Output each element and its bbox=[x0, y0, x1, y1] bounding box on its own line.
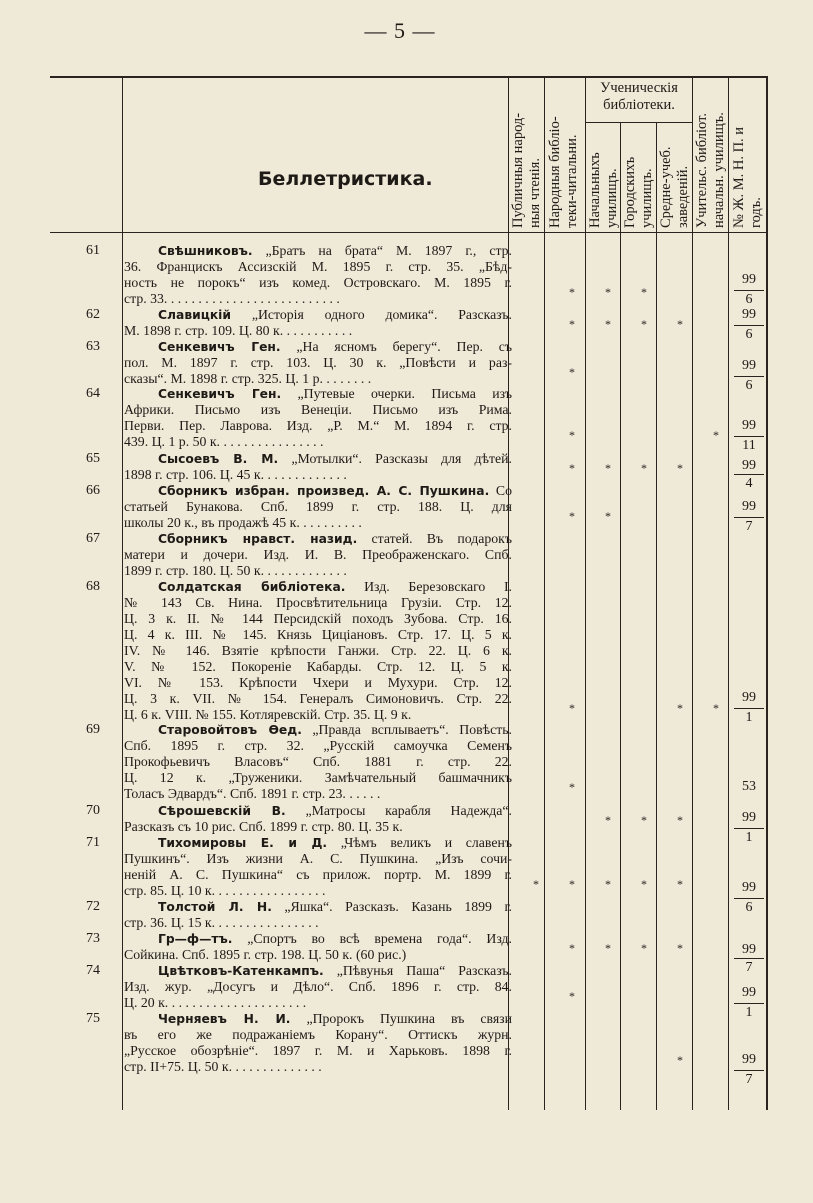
entry-line: V. № 152. Покореніе Кабарды. Стр. 12. Ц. 5 к. bbox=[124, 659, 512, 674]
header-teacher-libraries: Учительс. библіот. начальн. училищъ. bbox=[694, 112, 727, 228]
header-city-schools: Городскихъ училищъ. bbox=[622, 156, 655, 228]
entry-author: Сборникъ избран. произвед. А. С. Пушкина. bbox=[158, 484, 490, 498]
col5-rule bbox=[656, 122, 657, 1110]
journal-separator bbox=[734, 1070, 764, 1071]
header-secondary-schools: Средне-учеб. заведеній. bbox=[658, 146, 691, 228]
entry-line bbox=[124, 483, 512, 499]
entry-number: 68 bbox=[86, 579, 100, 594]
header-bottom-rule bbox=[50, 232, 768, 233]
journal-number: 6 bbox=[745, 327, 753, 342]
entry-number: 74 bbox=[86, 963, 100, 978]
entry-line: стр. 36. Ц. 15 к. . . . . . . . . . . . . . . . bbox=[124, 915, 319, 930]
entry bbox=[124, 531, 512, 579]
entry-text: „На ясномъ берегу“. Пер. съ bbox=[280, 339, 512, 354]
availability-mark: * bbox=[569, 461, 575, 475]
availability-mark: * bbox=[641, 813, 647, 827]
availability-mark: * bbox=[677, 941, 683, 955]
entry-number: 71 bbox=[86, 835, 100, 850]
entry-line: „Русское обозрѣніе“. 1897 г. М. и Харьковъ. 1898 г. bbox=[124, 1043, 512, 1058]
entry bbox=[124, 483, 512, 531]
entry-author: Сенкевичъ Ген. bbox=[158, 340, 281, 354]
group-header-rule bbox=[585, 122, 692, 123]
entry-text: „Чѣмъ великъ и славенъ bbox=[327, 835, 512, 850]
entry bbox=[124, 579, 512, 723]
availability-mark: * bbox=[641, 461, 647, 475]
availability-mark: * bbox=[713, 701, 719, 715]
header-student-libraries: Ученическія библіотеки. bbox=[600, 80, 678, 113]
entry-line: Ц. 12 к. „Труженики. Замѣчательный башмачникъ bbox=[124, 770, 512, 785]
journal-separator bbox=[734, 898, 764, 899]
entry-line: IV. № 146. Взятіе крѣпости Ганжи. Стр. 22. Ц. 6 к. bbox=[124, 643, 512, 658]
entry-text: „Братъ на брата“ М. 1897 г., стр. bbox=[252, 243, 512, 258]
journal-number: 99 bbox=[742, 499, 756, 514]
journal-separator bbox=[734, 517, 764, 518]
entry-line: Перви. Пер. Лаврова. Изд. „Р. М.“ М. 1894 г. стр. bbox=[124, 418, 512, 433]
page-number: — 5 — bbox=[364, 18, 436, 43]
entry-line bbox=[124, 243, 512, 259]
entry-text: „Яшка“. Разсказъ. Казань 1899 г. bbox=[271, 899, 512, 914]
entry-line bbox=[124, 451, 512, 467]
entry-line: въ его же подражаніемъ Корану“. Оттискъ журн. bbox=[124, 1027, 512, 1042]
entry-author: Тихомировы Е. и Д. bbox=[158, 836, 328, 850]
journal-separator bbox=[734, 376, 764, 377]
entry-text: „Путевые очерки. Письма изъ bbox=[281, 386, 512, 401]
journal-separator bbox=[734, 958, 764, 959]
availability-mark: * bbox=[677, 1053, 683, 1067]
header-people-libraries: Народныя библіо- теки-читальни. bbox=[547, 116, 580, 228]
journal-number: 99 bbox=[742, 942, 756, 957]
entry-line: стр. II+75. Ц. 50 к. . . . . . . . . . . . . . bbox=[124, 1059, 322, 1074]
col7-rule bbox=[728, 76, 729, 1110]
left-rule bbox=[122, 76, 123, 1110]
entry-text: „Матросы карабля Надежда“. bbox=[285, 803, 512, 818]
col4-rule bbox=[620, 122, 621, 1110]
entry bbox=[124, 386, 512, 450]
journal-separator bbox=[734, 828, 764, 829]
entry-text: „Мотылки“. Разсказы для дѣтей. bbox=[278, 451, 512, 466]
table-top-rule bbox=[50, 76, 768, 78]
journal-separator bbox=[734, 290, 764, 291]
entry-line: М. 1898 г. стр. 109. Ц. 80 к. . . . . . . . . . . bbox=[124, 323, 353, 338]
availability-mark: * bbox=[677, 317, 683, 331]
entry-line bbox=[124, 963, 512, 979]
entry-line: стр. 33. . . . . . . . . . . . . . . . . . . . . . . . . . bbox=[124, 291, 340, 306]
entry-text: „Пѣвунья Паша“ Разсказъ. bbox=[323, 963, 512, 978]
entry bbox=[124, 1011, 512, 1075]
entry-text: „Пророкъ Пушкина въ связи bbox=[290, 1011, 512, 1026]
entry-author: Сысоевъ В. М. bbox=[158, 452, 279, 466]
entry-line: школы 20 к., въ продажѣ 45 к. . . . . . . . . . bbox=[124, 515, 362, 530]
entry-line: статьей Бунакова. Спб. 1899 г. стр. 188. Ц. для bbox=[124, 499, 512, 514]
availability-mark: * bbox=[713, 428, 719, 442]
entry-text: Со bbox=[489, 483, 512, 498]
entry-number: 75 bbox=[86, 1011, 100, 1026]
entry-number: 72 bbox=[86, 899, 100, 914]
journal-number: 53 bbox=[742, 779, 756, 794]
journal-separator bbox=[734, 474, 764, 475]
journal-number: 99 bbox=[742, 810, 756, 825]
entry-line bbox=[124, 722, 512, 738]
entry-line bbox=[124, 899, 512, 915]
availability-mark: * bbox=[605, 285, 611, 299]
entry-number: 63 bbox=[86, 339, 100, 354]
journal-number: 7 bbox=[745, 519, 753, 534]
entry-line bbox=[124, 531, 512, 547]
journal-number: 11 bbox=[742, 438, 756, 453]
entry-line: Прокофьевичъ Власовъ“ Спб. 1881 г. стр. 22. bbox=[124, 754, 512, 769]
entry-author: Цвѣтковъ-Катенкампъ. bbox=[158, 964, 324, 978]
entry bbox=[124, 963, 512, 1011]
entry-line bbox=[124, 1011, 512, 1027]
journal-number: 99 bbox=[742, 358, 756, 373]
entry-author: Старовойтовъ Ѳед. bbox=[158, 723, 302, 737]
journal-separator bbox=[734, 436, 764, 437]
entry-line: Ц. 4 к. III. № 145. Князь Циціановъ. Стр. 17. Ц. 5 к. bbox=[124, 627, 512, 642]
entry-line bbox=[124, 339, 512, 355]
entry-author: Толстой Л. Н. bbox=[158, 900, 272, 914]
availability-mark: * bbox=[569, 989, 575, 1003]
entry bbox=[124, 803, 512, 835]
journal-number: 99 bbox=[742, 307, 756, 322]
journal-number: 6 bbox=[745, 378, 753, 393]
availability-mark: * bbox=[569, 941, 575, 955]
entry bbox=[124, 899, 512, 931]
entry-line: Изд. жур. „Досугъ и Дѣло“. Спб. 1896 г. стр. 84. bbox=[124, 979, 512, 994]
col6-rule bbox=[692, 76, 693, 1110]
entry-author: Сѣрошевскій В. bbox=[158, 804, 286, 818]
entry-number: 61 bbox=[86, 243, 100, 258]
entry-line: Толасъ Эдвардъ“. Спб. 1891 г. стр. 23. . . . . . bbox=[124, 786, 381, 801]
entry-line: ность не порокъ“ изъ комед. Островскаго. М. 1895 г. bbox=[124, 275, 512, 290]
col3-rule bbox=[585, 76, 586, 1110]
journal-number: 99 bbox=[742, 690, 756, 705]
journal-number: 7 bbox=[745, 960, 753, 975]
entry-text: Изд. Березовскаго І. bbox=[345, 579, 512, 594]
entry bbox=[124, 722, 512, 802]
journal-number: 1 bbox=[745, 830, 753, 845]
availability-mark: * bbox=[533, 877, 539, 891]
availability-mark: * bbox=[641, 285, 647, 299]
entry-line: 36. Францискъ Ассизскій М. 1895 г. стр. 35. „Бѣд- bbox=[124, 259, 512, 274]
entry-line bbox=[124, 931, 512, 947]
entry-number: 73 bbox=[86, 931, 100, 946]
journal-number: 1 bbox=[745, 710, 753, 725]
entry-text: „Исторія одного домика“. Разсказъ. bbox=[231, 307, 512, 322]
entry-line: Ц. 20 к. . . . . . . . . . . . . . . . . . . . . bbox=[124, 995, 307, 1010]
entry-line: Африки. Письмо изъ Венеціи. Письмо изъ Рима. bbox=[124, 402, 512, 417]
journal-number: 6 bbox=[745, 292, 753, 307]
entry-line: Сойкина. Спб. 1895 г. стр. 198. Ц. 50 к. (60 рис.) bbox=[124, 947, 407, 962]
entry-text: статей. Въ подарокъ bbox=[357, 531, 512, 546]
journal-number: 99 bbox=[742, 418, 756, 433]
entry-line bbox=[124, 835, 512, 851]
entry-author: Солдатская библіотека. bbox=[158, 580, 346, 594]
entry-line: матери и дочери. Изд. И. В. Преображенскаго. Спб. bbox=[124, 547, 512, 562]
journal-number: 99 bbox=[742, 458, 756, 473]
availability-mark: * bbox=[569, 509, 575, 523]
entry-text: „Спортъ во всѣ времена года“. Изд. bbox=[232, 931, 512, 946]
availability-mark: * bbox=[605, 877, 611, 891]
entry-line: VI. № 153. Крѣпости Чхери и Мухури. Стр. 12. bbox=[124, 675, 512, 690]
entry bbox=[124, 339, 512, 387]
journal-number: 7 bbox=[745, 1072, 753, 1087]
availability-mark: * bbox=[641, 941, 647, 955]
availability-mark: * bbox=[605, 317, 611, 331]
journal-number: 99 bbox=[742, 985, 756, 1000]
entry-line: Спб. 1895 г. стр. 32. „Русскій самоучка Семенъ bbox=[124, 738, 512, 753]
entry-author: Свѣшниковъ. bbox=[158, 244, 253, 258]
entry-line: Разсказъ съ 10 рис. Спб. 1899 г. стр. 80. Ц. 35 к. bbox=[124, 819, 403, 834]
availability-mark: * bbox=[677, 701, 683, 715]
availability-mark: * bbox=[677, 461, 683, 475]
entry-line: стр. 85. Ц. 10 к. . . . . . . . . . . . . . . . . bbox=[124, 883, 326, 898]
availability-mark: * bbox=[569, 877, 575, 891]
availability-mark: * bbox=[677, 877, 683, 891]
journal-separator bbox=[734, 1003, 764, 1004]
entry bbox=[124, 243, 512, 307]
entry-line bbox=[124, 579, 512, 595]
entry-number: 64 bbox=[86, 386, 100, 401]
entry-line: 1898 г. стр. 106. Ц. 45 к. . . . . . . . . . . . . bbox=[124, 467, 347, 482]
entry bbox=[124, 307, 512, 339]
entry-line: неній А. С. Пушкина“ съ прилож. портр. М. 1899 г. bbox=[124, 867, 512, 882]
entry bbox=[124, 931, 512, 963]
availability-mark: * bbox=[569, 701, 575, 715]
entry-number: 62 bbox=[86, 307, 100, 322]
entry-author: Гр—ф—тъ. bbox=[158, 932, 233, 946]
journal-number: 99 bbox=[742, 880, 756, 895]
entry-author: Сборникъ нравст. назид. bbox=[158, 532, 358, 546]
journal-number: 99 bbox=[742, 272, 756, 287]
journal-number: 99 bbox=[742, 1052, 756, 1067]
entry-line bbox=[124, 803, 512, 819]
journal-separator bbox=[734, 325, 764, 326]
entry-author: Славицкій bbox=[158, 308, 232, 322]
header-elementary-schools: Начальныхъ училищъ. bbox=[587, 152, 620, 228]
right-rule bbox=[766, 76, 768, 1110]
entry bbox=[124, 835, 512, 899]
availability-mark: * bbox=[569, 285, 575, 299]
entry-author: Черняевъ Н. И. bbox=[158, 1012, 291, 1026]
entry-text: „Правда всплываетъ“. Повѣсть. bbox=[301, 722, 512, 737]
availability-mark: * bbox=[569, 780, 575, 794]
availability-mark: * bbox=[605, 941, 611, 955]
availability-mark: * bbox=[641, 877, 647, 891]
entry-line bbox=[124, 386, 512, 402]
entry-line: Ц. 3 к. VII. № 154. Генералъ Симоновичъ. Стр. 22. bbox=[124, 691, 512, 706]
journal-number: 1 bbox=[745, 1005, 753, 1020]
entry-line: № 143 Св. Нина. Просвѣтительница Грузіи. Стр. 12. bbox=[124, 595, 512, 610]
header-public-readings: Публичныя народ- ныя чтенія. bbox=[510, 112, 543, 228]
entry bbox=[124, 451, 512, 483]
availability-mark: * bbox=[569, 317, 575, 331]
journal-number: 6 bbox=[745, 900, 753, 915]
entry-number: 70 bbox=[86, 803, 100, 818]
entry-line: Ц. 6 к. VIII. № 155. Котляревскій. Стр. 35. Ц. 9 к. bbox=[124, 707, 412, 722]
entry-number: 65 bbox=[86, 451, 100, 466]
col2-rule bbox=[544, 76, 545, 1110]
availability-mark: * bbox=[605, 813, 611, 827]
entry-line bbox=[124, 307, 512, 323]
availability-mark: * bbox=[641, 317, 647, 331]
header-journal-number: № Ж. М. Н. П. и годъ. bbox=[731, 126, 764, 228]
entry-number: 69 bbox=[86, 722, 100, 737]
availability-mark: * bbox=[569, 365, 575, 379]
journal-number: 4 bbox=[745, 476, 753, 491]
entry-line: пол. М. 1897 г. стр. 103. Ц. 30 к. „Повѣсти и раз- bbox=[124, 355, 512, 370]
journal-separator bbox=[734, 708, 764, 709]
entry-line: Ц. 3 к. II. № 144 Персидскій походъ Зубова. Стр. 16. bbox=[124, 611, 512, 626]
entry-author: Сенкевичъ Ген. bbox=[158, 387, 282, 401]
entry-number: 67 bbox=[86, 531, 100, 546]
availability-mark: * bbox=[569, 428, 575, 442]
availability-mark: * bbox=[605, 461, 611, 475]
entry-number: 66 bbox=[86, 483, 100, 498]
availability-mark: * bbox=[605, 509, 611, 523]
entry-line: Пушкинъ“. Изъ жизни А. С. Пушкина. „Изъ сочи- bbox=[124, 851, 512, 866]
entry-line: 1899 г. стр. 180. Ц. 50 к. . . . . . . . . . . . . bbox=[124, 563, 347, 578]
availability-mark: * bbox=[677, 813, 683, 827]
entry-line: 439. Ц. 1 р. 50 к. . . . . . . . . . . . . . . . bbox=[124, 434, 324, 449]
section-title: Беллетристика. bbox=[258, 168, 433, 190]
entry-line: сказы“. М. 1898 г. стр. 325. Ц. 1 р. . . . . . . . bbox=[124, 371, 372, 386]
